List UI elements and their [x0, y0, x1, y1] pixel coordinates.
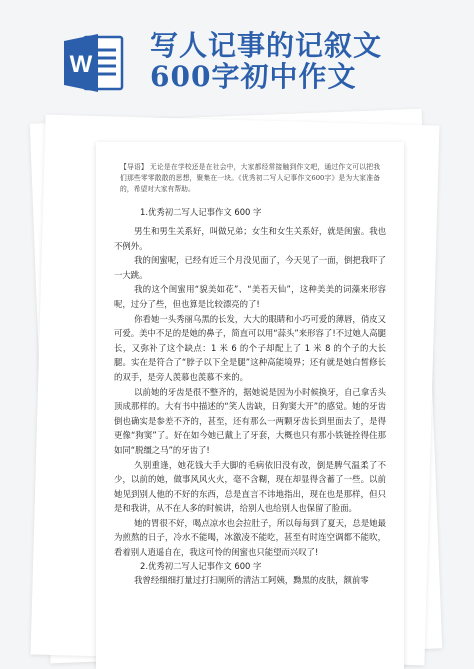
document-page — [96, 142, 404, 669]
guide-label: 【导语】 — [120, 163, 148, 171]
title-line-1: 写人记事的记叙文 — [150, 29, 383, 62]
paragraph: 她的胃很不好，喝点凉水也会拉肚子，所以每每到了夏天，总是她最为煎熬的日子，冷水不能喝，冰激凌不能吃，甚至有时连空调都不能吹，看着别人逍遥自在，我这可怜的闺蜜也只能望而兴叹了! — [114, 517, 386, 558]
paragraph: 以前她的牙齿是很不整齐的，据她说是因为小时候换牙，自己拿舌头顶成那样的。大有书中描述的“笑人齿缺，日狗窦大开”的感觉。她的牙齿倒也确实是参差不齐的，甚至，还有那么一两颗牙齿长到里面去了，是得更像“狗窦”了。好在如今她已戴上了牙套，大概也只有那小铁链拴得住那如同“脱缰之马”的牙齿了! — [114, 386, 386, 455]
page-title — [150, 30, 450, 92]
section-heading: 1.优秀初二写人记事作文 600 字 — [140, 207, 262, 217]
paragraph: 我的这个闺蜜用“貌美如花”、“美若天仙”，这种美美的词藻来形容呢，过分了些，但也算是比较漂亮的了! — [114, 284, 386, 309]
title-line-2: 600字初中作文 — [150, 60, 357, 93]
paragraph: 你看她一头秀丽乌黑的长发，大大的眼睛和小巧可爱的薄唇，俏皮又可爱。美中不足的是她的鼻子，简直可以用“蒜头”来形容了!不过她人高腿长，又弥补了这个缺点：1 米 6 的个子却配上了 1 米 8 的个子的大长腿。实在是符合了“脖子以下全是腿”这种高能境界；还有就是她白皙修长的双手，是旁人羡慕也羡慕不来的。 — [114, 313, 386, 382]
section-heading: 2.优秀初二写人记事作文 600 字 — [140, 560, 262, 571]
guide-body: 无论是在学校还是在社会中，大家都经常接触到作文吧，通过作文可以把我们那些零零散散的思想，聚集在一块。《优秀初二写人记事作文600字》是为大家准备的，希望对大家有帮助。 — [120, 163, 381, 193]
paragraph: 久别重逢，她花钱大手大脚的毛病依旧没有改，倒是脾气温柔了不少，以前的她，做事风风火火，毫不含糊，现在却显得含蓄了一些。以前她见到别人他的不好的东西，总是直言不讳地指出，现在也是那样，但只是和我讲，从不在人多的时候讲，给别人也给别人也保留了脸面。 — [114, 459, 386, 514]
paragraph: 我曾经细细打量过打扫厕所的清洁工阿姨，黝黑的皮肤，额前零 — [134, 574, 369, 585]
word-icon-letter: W — [69, 51, 93, 78]
paragraph: 我的闺蜜呢，已经有近三个月没见面了，今天见了一面，倒把我吓了一大跳。 — [114, 255, 386, 280]
word-document-icon — [62, 32, 126, 94]
paragraph: 男生和男生关系好，叫做兄弟；女生和女生关系好，就是闺蜜。我也不例外。 — [114, 226, 386, 251]
guide-text — [114, 162, 386, 195]
